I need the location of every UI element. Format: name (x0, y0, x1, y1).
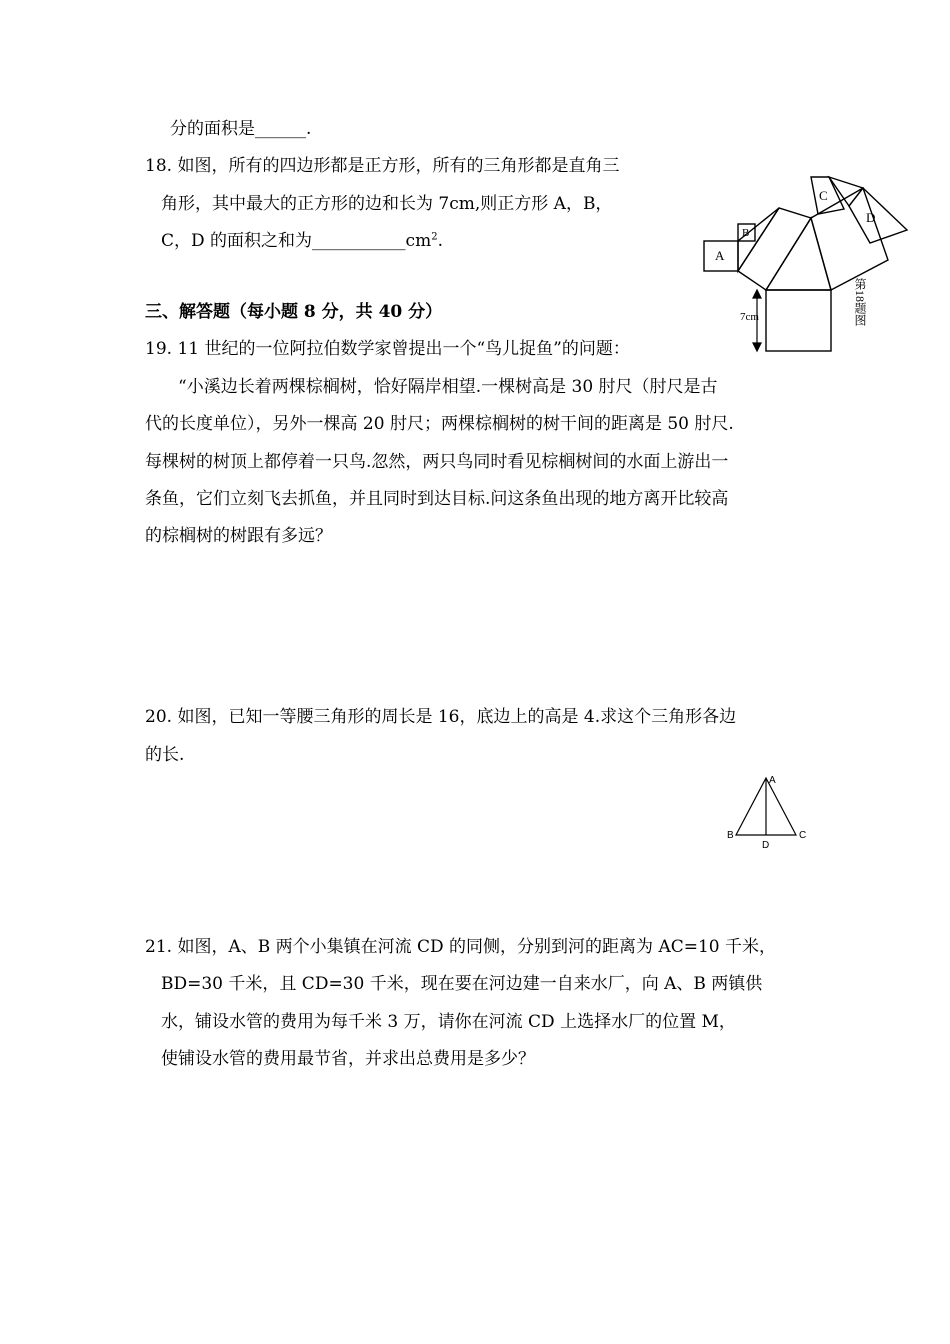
q20-line-1: 20. 如图，已知一等腰三角形的周长是 16，底边上的高是 4.求这个三角形各边 (145, 707, 737, 727)
measure-arrow-head-top (753, 290, 761, 298)
q17-answer-blank: ______ (255, 119, 306, 139)
q21-line-4: 使铺设水管的费用最节省，并求出总费用是多少？ (161, 1049, 535, 1069)
section-3-heading: 三、解答题（每小题 8 分，共 40 分） (145, 302, 443, 322)
vertex-b-label: B (727, 830, 734, 841)
square-c-label: C (819, 188, 828, 203)
figure-20-triangle (720, 770, 820, 850)
right-medium-square (811, 188, 888, 290)
q18-line-1: 18. 如图，所有的四边形都是正方形，所有的三角形都是直角三 (145, 156, 620, 176)
square-a-label: A (715, 248, 725, 263)
vertex-c-label: C (799, 830, 807, 841)
q17-tail-text: 分的面积是 (170, 119, 255, 139)
square-d (849, 188, 907, 243)
q21-line-2: BD=30 千米，且 CD=30 千米，现在要在河边建一自来水厂，向 A、B 两镇供 (161, 974, 763, 994)
left-medium-square (738, 208, 811, 290)
q19-line-5: 条鱼，它们立刻飞去抓鱼，并且同时到达目标.问这条鱼出现的地方离开比较高 (145, 489, 729, 509)
largest-square (766, 290, 831, 351)
measure-arrow-head-bottom (753, 343, 761, 351)
q18-unit: cm (405, 231, 432, 251)
q21-line-3: 水，铺设水管的费用为每千米 3 万，请你在河流 CD 上选择水厂的位置 M， (161, 1012, 736, 1032)
foot-d-label: D (762, 840, 770, 850)
measure-label: 7cm (740, 311, 759, 323)
square-d-label: D (866, 210, 876, 225)
q18-end: . (437, 231, 443, 251)
q18-line-2: 角形，其中最大的正方形的边和长为 7cm,则正方形 A，B， (161, 194, 613, 214)
q19-line-1: 19. 11 世纪的一位阿拉伯数学家曾提出一个“鸟儿捉鱼”的问题： (145, 339, 630, 359)
q21-line-1: 21. 如图，A、B 两个小集镇在河流 CD 的同侧，分别到河的距离为 AC=10 千米， (145, 937, 777, 957)
q19-line-3: 代的长度单位），另外一棵高 20 肘尺；两棵棕榈树的树干间的距离是 50 肘尺. (145, 414, 734, 434)
figure-18-caption: 第18题图 (853, 278, 867, 326)
q19-line-2: “小溪边长着两棵棕榈树，恰好隔岸相望.一棵树高是 30 肘尺（肘尺是古 (178, 377, 718, 397)
q18-answer-blank: ___________ (312, 231, 406, 251)
q18-unit-exponent: 2 (431, 231, 438, 243)
q19-line-4: 每棵树的树顶上都停着一只鸟.忽然，两只鸟同时看见棕榈树间的水面上游出一 (145, 452, 729, 472)
vertex-a-label: A (769, 775, 776, 786)
square-b-label: B (742, 227, 750, 239)
q20-line-2: 的长. (145, 745, 185, 765)
q18-line-3-text: C，D 的面积之和为 (161, 231, 313, 251)
q19-line-6: 的棕榈树的树跟有多远？ (145, 526, 332, 546)
left-small-triangle (738, 208, 779, 271)
q17-end: . (306, 119, 312, 139)
